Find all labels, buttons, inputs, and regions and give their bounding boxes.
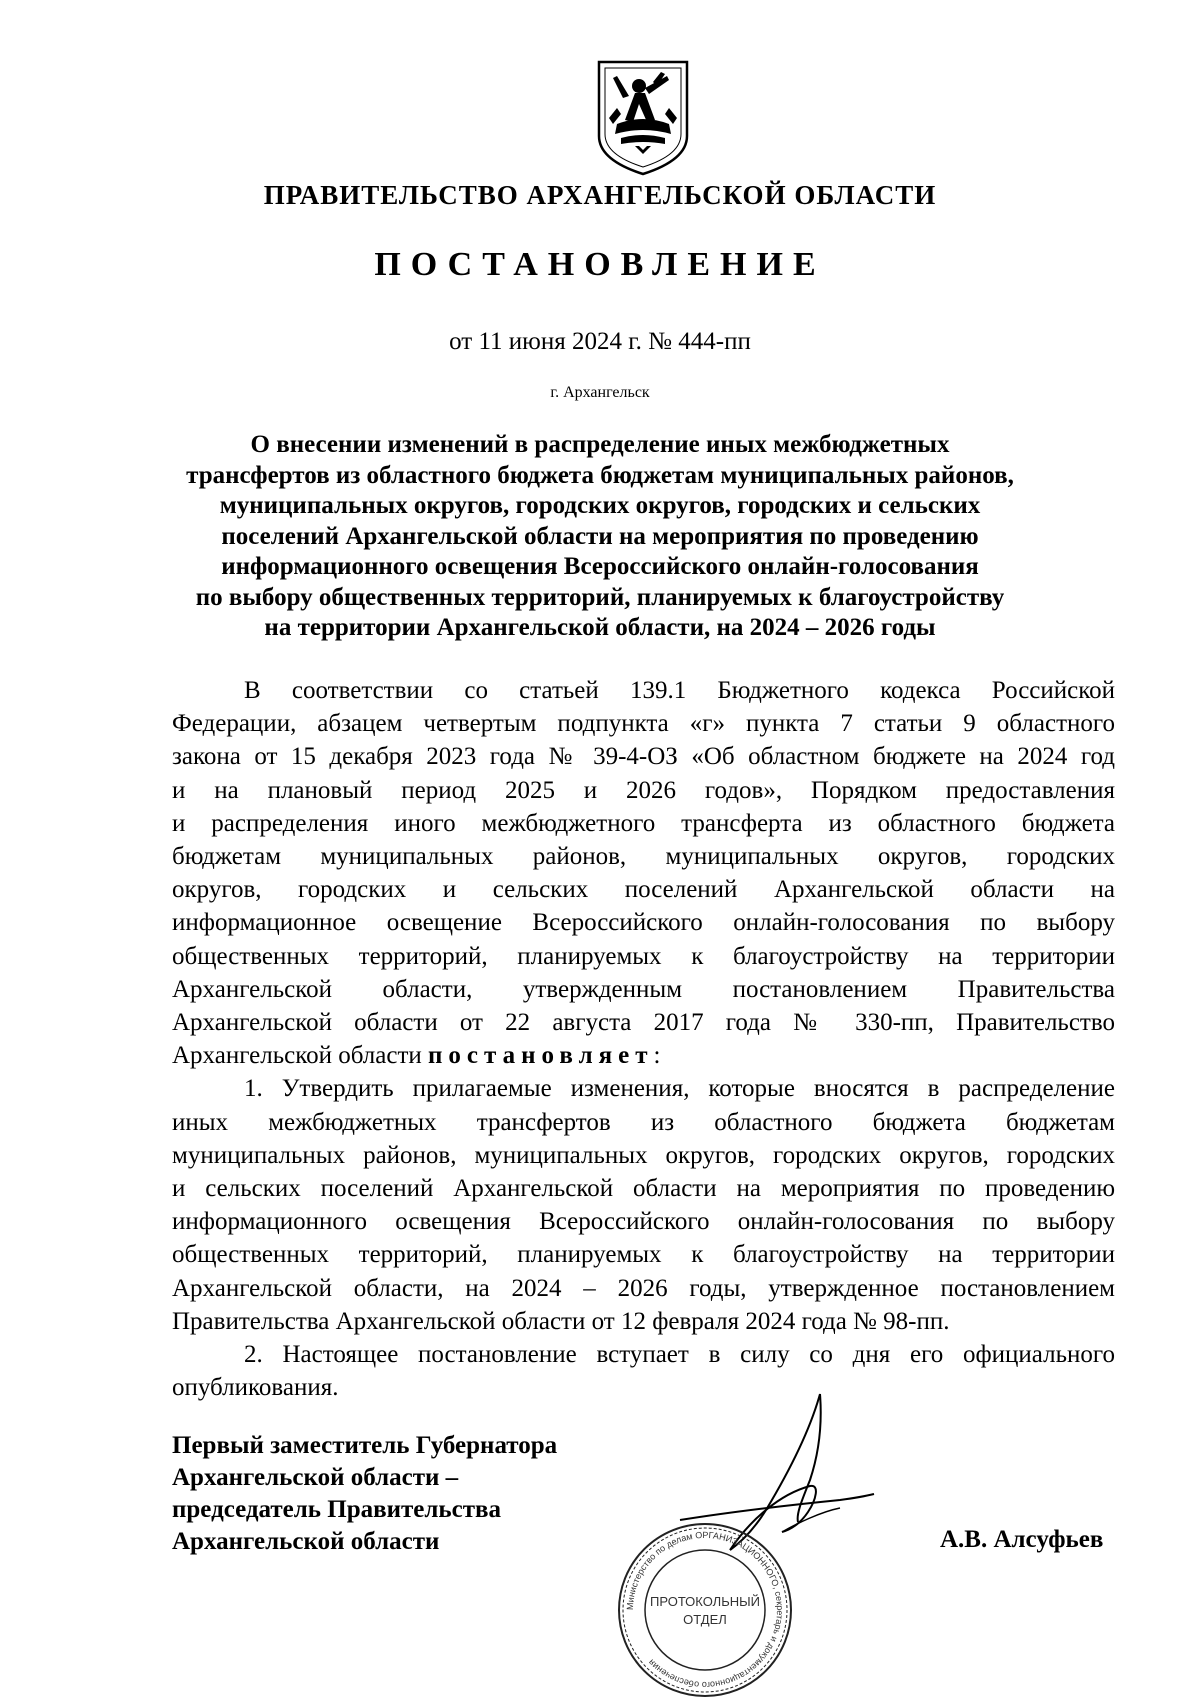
preamble-line: Архангельской области от 22 августа 2017 года № 330-пп, Правительство — [172, 1009, 1115, 1037]
stamp-ring-text: Министерство по делам ОРГАНИЗАЦИОННОГО, секретарь и документационного обеспечения — [624, 1529, 786, 1691]
subject-line: муниципальных округов, городских округов, городских и сельских — [219, 492, 981, 519]
document-city: г. Архангельск — [550, 384, 650, 401]
stamp-center-line-1: ПРОТОКОЛЬНЫЙ — [649, 1594, 761, 1609]
item-1-line: иных межбюджетных трансфертов из областного бюджета бюджетам — [172, 1108, 1115, 1136]
signatory-title-line: Архангельской области — [172, 1528, 440, 1555]
preamble-line: В соответствии со статьей 139.1 Бюджетного кодекса Российской — [244, 677, 1115, 704]
subject-line: поселений Архангельской области на мероприятия по проведению — [221, 522, 979, 550]
signatory-title-line: председатель Правительства — [172, 1496, 502, 1523]
item-1-paragraph — [172, 1072, 1115, 1338]
preamble-last-text: Архангельской области — [172, 1042, 429, 1070]
decree-keyword: постановляет — [428, 1042, 654, 1070]
item-1-line: общественных территорий, планируемых к благоустройству на территории — [172, 1241, 1115, 1269]
official-stamp — [615, 1520, 795, 1697]
signatory-name: А.В. Алсуфьев — [940, 1526, 1104, 1553]
preamble-line: информационное освещение Всероссийского онлайн-голосования по выбору — [172, 909, 1115, 937]
subject-line: по выбору общественных территорий, планируемых к благоустройству — [195, 583, 1005, 611]
signatory-title-line: Первый заместитель Губернатора — [172, 1432, 558, 1459]
item-1-line: 1. Утвердить прилагаемые изменения, которые вносятся в распределение — [244, 1075, 1115, 1103]
item-1-line: информационного освещения Всероссийского онлайн-голосования по выбору — [172, 1208, 1115, 1236]
preamble-line: бюджетам муниципальных районов, муниципальных округов, городских — [172, 843, 1115, 871]
item-1-line: Архангельской области, на 2024 – 2026 годы, утвержденное постановлением — [172, 1274, 1115, 1302]
signatory-title — [172, 1430, 557, 1558]
item-1-line: и сельских поселений Архангельской области на мероприятия по проведению — [172, 1175, 1115, 1203]
preamble-line: округов, городских и сельских поселений Архангельской области на — [172, 876, 1115, 904]
signatory-title-line: Архангельской области – — [172, 1464, 459, 1491]
item-2-line: опубликования. — [172, 1374, 339, 1402]
item-2-paragraph — [172, 1338, 1115, 1404]
document-subject — [130, 430, 1070, 644]
document-date-number: от 11 июня 2024 г. № 444-пп — [449, 328, 751, 355]
document-body — [172, 674, 1115, 1404]
preamble-line: и распределения иного межбюджетного трансферта из областного бюджета — [172, 809, 1115, 837]
item-1-line: муниципальных районов, муниципальных округов, городских округов, городских — [172, 1141, 1115, 1169]
subject-line: трансфертов из областного бюджета бюджетам муниципальных районов, — [186, 461, 1014, 489]
document-type-title: ПОСТАНОВЛЕНИЕ — [374, 246, 826, 283]
preamble-paragraph — [172, 674, 1115, 1072]
subject-line: информационного освещения Всероссийского онлайн-голосования — [221, 553, 979, 580]
issuing-authority: ПРАВИТЕЛЬСТВО АРХАНГЕЛЬСКОЙ ОБЛАСТИ — [263, 180, 937, 210]
stamp-center-line-2: ОТДЕЛ — [683, 1612, 727, 1627]
preamble-line: Архангельской области, утвержденным постановлением Правительства — [172, 975, 1115, 1003]
preamble-line: Федерации, абзацем четвертым подпункта «г» пункта 7 статьи 9 областного — [172, 710, 1115, 738]
item-2-line: 2. Настоящее постановление вступает в силу со дня его официального — [244, 1341, 1115, 1369]
preamble-last-line — [172, 1039, 1115, 1072]
subject-line: на территории Архангельской области, на 2024 – 2026 годы — [264, 614, 936, 641]
preamble-line: и на плановый период 2025 и 2026 годов», Порядком предоставления — [172, 776, 1115, 804]
subject-line: О внесении изменений в распределение иных межбюджетных — [250, 431, 950, 458]
preamble-line: закона от 15 декабря 2023 года № 39-4-ОЗ «Об областном бюджете на 2024 год — [172, 743, 1115, 771]
preamble-colon: : — [653, 1042, 661, 1070]
preamble-line: общественных территорий, планируемых к благоустройству на территории — [172, 942, 1115, 970]
item-1-line: Правительства Архангельской области от 12 февраля 2024 года № 98-пп. — [172, 1307, 950, 1335]
coat-of-arms-emblem — [595, 58, 691, 176]
